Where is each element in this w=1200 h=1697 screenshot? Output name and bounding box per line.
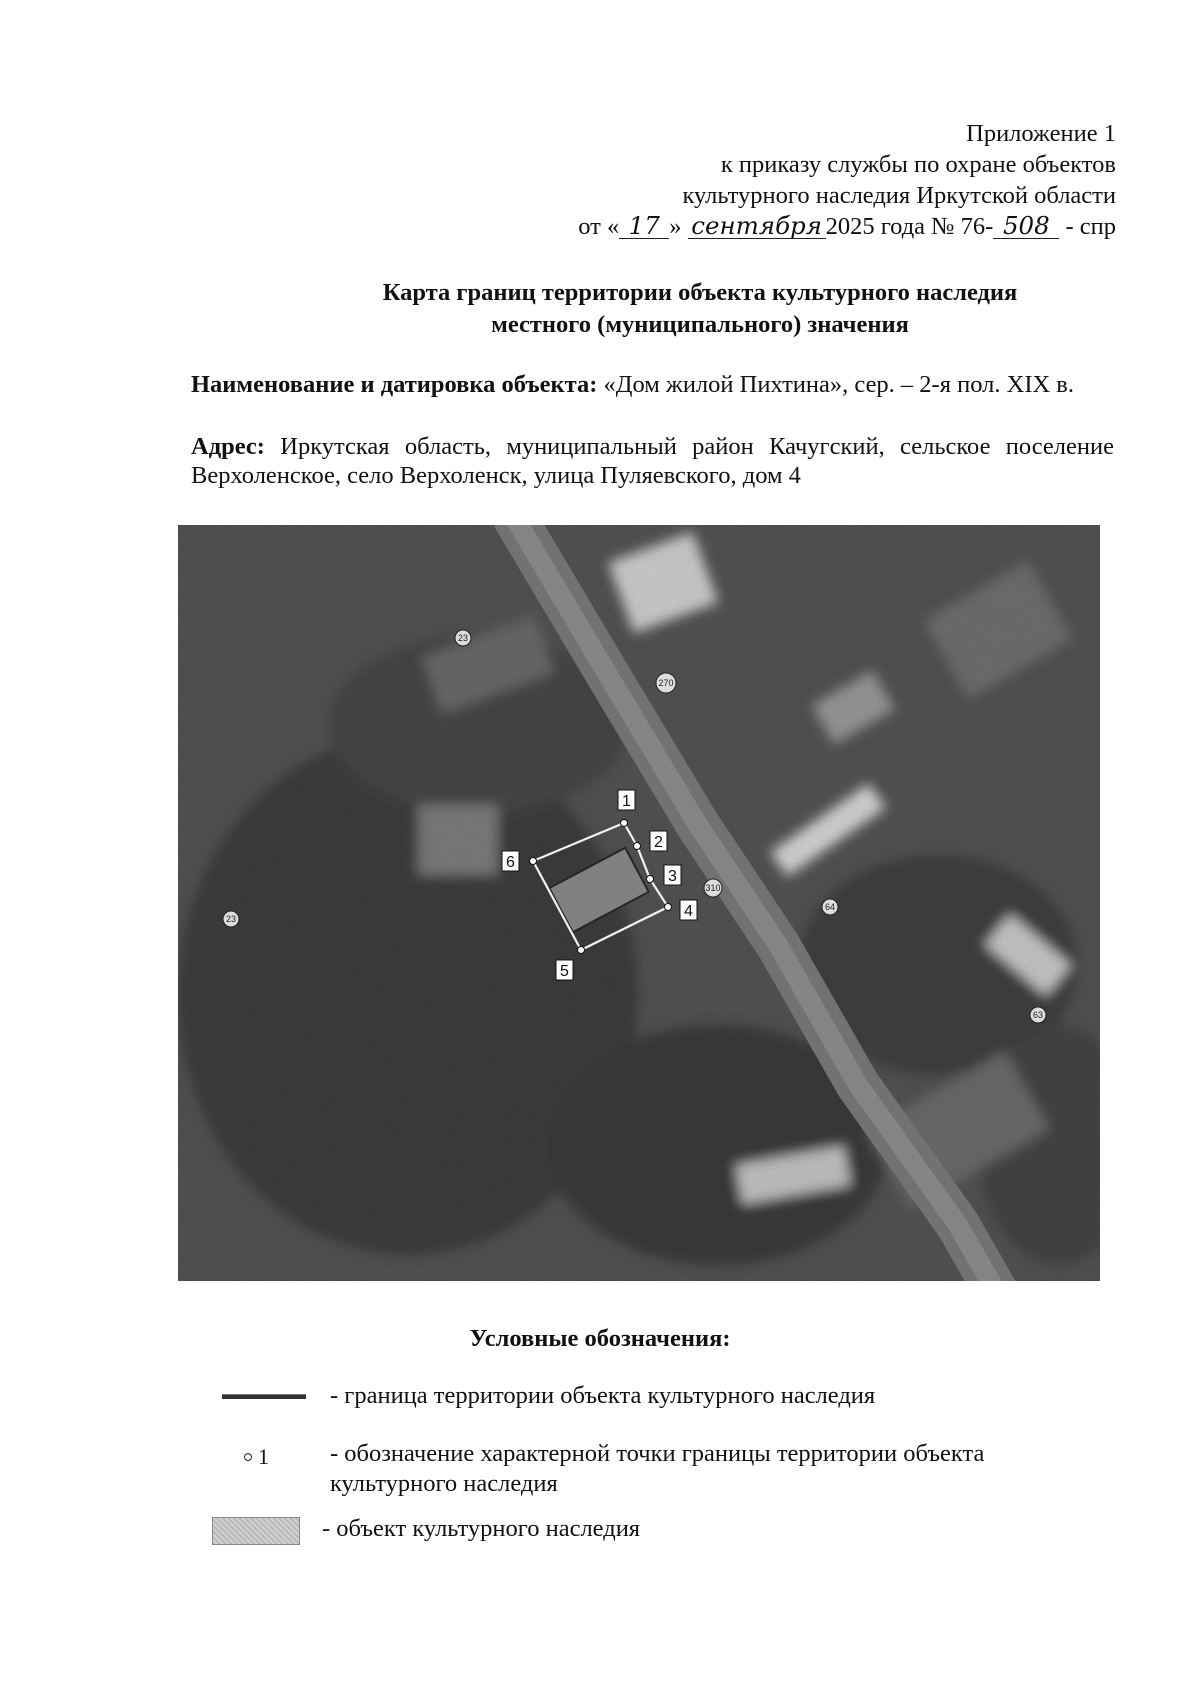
boundary-point-label-1: 1 [622, 793, 631, 810]
appendix-date-line [578, 211, 1116, 242]
object-address-label: Адрес: [191, 433, 265, 460]
appendix-header [578, 118, 1116, 242]
parcel-label-310: 310 [705, 883, 721, 893]
boundary-point-icon [244, 1444, 269, 1470]
boundary-point-2 [634, 843, 641, 850]
document-title [300, 277, 1100, 341]
object-name-label: Наименование и датировка объекта: [191, 371, 598, 398]
appendix-title: Приложение 1 [966, 120, 1116, 147]
title-line-1: Карта границ территории объекта культурного наследия [382, 279, 1018, 306]
boundary-point-4 [665, 904, 672, 911]
parcel-label-270: 270 [658, 678, 674, 688]
parcel-label-23-left: 23 [225, 914, 237, 924]
heritage-object-fill-icon [212, 1517, 300, 1545]
order-suffix: - спр [1059, 213, 1116, 240]
object-name-value: «Дом жилой Пихтина», сер. – 2-я пол. XIX в. [603, 371, 1074, 398]
boundary-point-label-3: 3 [668, 868, 677, 885]
boundary-point-label-5: 5 [560, 963, 569, 980]
object-address-value: Иркутская область, муниципальный район Качугский, сельское поселение Верхоленское, село Верхоленск, улица Пуляевского, дом 4 [191, 433, 1115, 489]
boundary-point-6 [530, 858, 537, 865]
order-number: 508 [993, 214, 1059, 239]
boundary-point-label-2: 2 [654, 834, 663, 851]
boundary-point-5 [578, 947, 585, 954]
object-address-paragraph [191, 432, 1114, 490]
map-imagery [178, 525, 1100, 1281]
appendix-order-line: к приказу службы по охране объектов [720, 151, 1116, 178]
legend-point: - обозначение характерной точки границы территории объекта культурного наследия [330, 1440, 985, 1497]
boundary-line-icon [222, 1394, 306, 1399]
legend-object: - объект культурного наследия [322, 1515, 641, 1542]
legend-boundary: - граница территории объекта культурного наследия [330, 1382, 876, 1409]
parcel-label-63: 63 [1032, 1010, 1044, 1020]
date-day: 17 [619, 214, 669, 239]
legend-title: Условные обозначения: [469, 1325, 731, 1352]
date-mid: » [669, 213, 682, 240]
boundary-point-3 [647, 876, 654, 883]
appendix-agency-line: культурного наследия Иркутской области [682, 182, 1116, 209]
object-name-paragraph [191, 370, 1114, 399]
date-prefix: от « [578, 213, 620, 240]
date-month: сентября [688, 214, 826, 239]
date-suffix: 2025 года № 76- [825, 213, 994, 240]
parcel-label-23-top: 23 [457, 633, 469, 643]
boundary-point-label-4: 4 [684, 903, 693, 920]
parcel-label-64: 64 [824, 902, 836, 912]
map-svg [178, 525, 1100, 1281]
boundary-point-label-6: 6 [506, 854, 515, 871]
satellite-map [178, 525, 1100, 1281]
boundary-point-1 [621, 820, 628, 827]
legend-point-sample: 1 [258, 1444, 269, 1469]
point-dot-icon [244, 1453, 252, 1461]
title-line-2: местного (муниципального) значения [491, 311, 909, 338]
